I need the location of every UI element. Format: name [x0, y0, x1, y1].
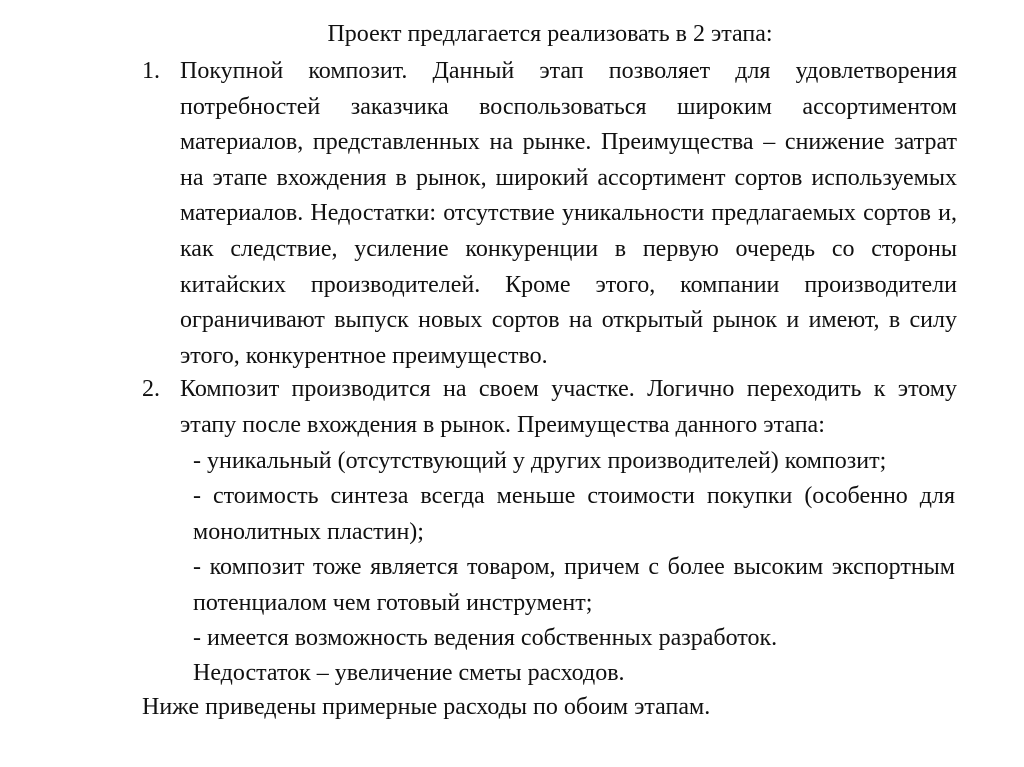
document-title: Проект предлагается реализовать в 2 этапа: — [327, 21, 773, 47]
list-item-number: 2. — [142, 376, 160, 402]
list-item-text: Покупной композит. Данный этап позволяет для удовлетворения потребностей заказчика воспользоваться широким ассортиментом материалов, представленных на рынке. Преимущества – снижение затрат на этапе вхождения в рынок, широкий ассортимент сортов используемых материалов. Недостатки: отсутствие уникальности предлагаемых сортов и, как следствие, усиление конкуренции в первую очередь со стороны китайских производителей. Кроме этого, компании производители ограничивают выпуск новых сортов на открытый рынок и имеют, в силу этого, конкурентное преимущество. — [180, 58, 957, 369]
list-item-text: Композит производится на своем участке. Логично переходить к этому этапу после вхождения в рынок. Преимущества данного этапа: — [180, 376, 957, 438]
list-item-number: 1. — [142, 58, 160, 84]
list-item-2 — [142, 372, 957, 443]
advantage-item: - уникальный (отсутствующий у других производителей) композит; — [193, 448, 887, 474]
list-item-1 — [142, 54, 957, 374]
advantage-item: - композит тоже является товаром, причем с более высоким экспортным потенциалом чем готовый инструмент; — [193, 554, 955, 616]
advantage-item: - стоимость синтеза всегда меньше стоимости покупки (особенно для монолитных пластин); — [193, 483, 955, 545]
drawback-text: Недостаток – увеличение сметы расходов. — [193, 660, 625, 686]
footer-text: Ниже приведены примерные расходы по обоим этапам. — [142, 694, 711, 720]
advantage-item: - имеется возможность ведения собственных разработок. — [193, 625, 778, 651]
